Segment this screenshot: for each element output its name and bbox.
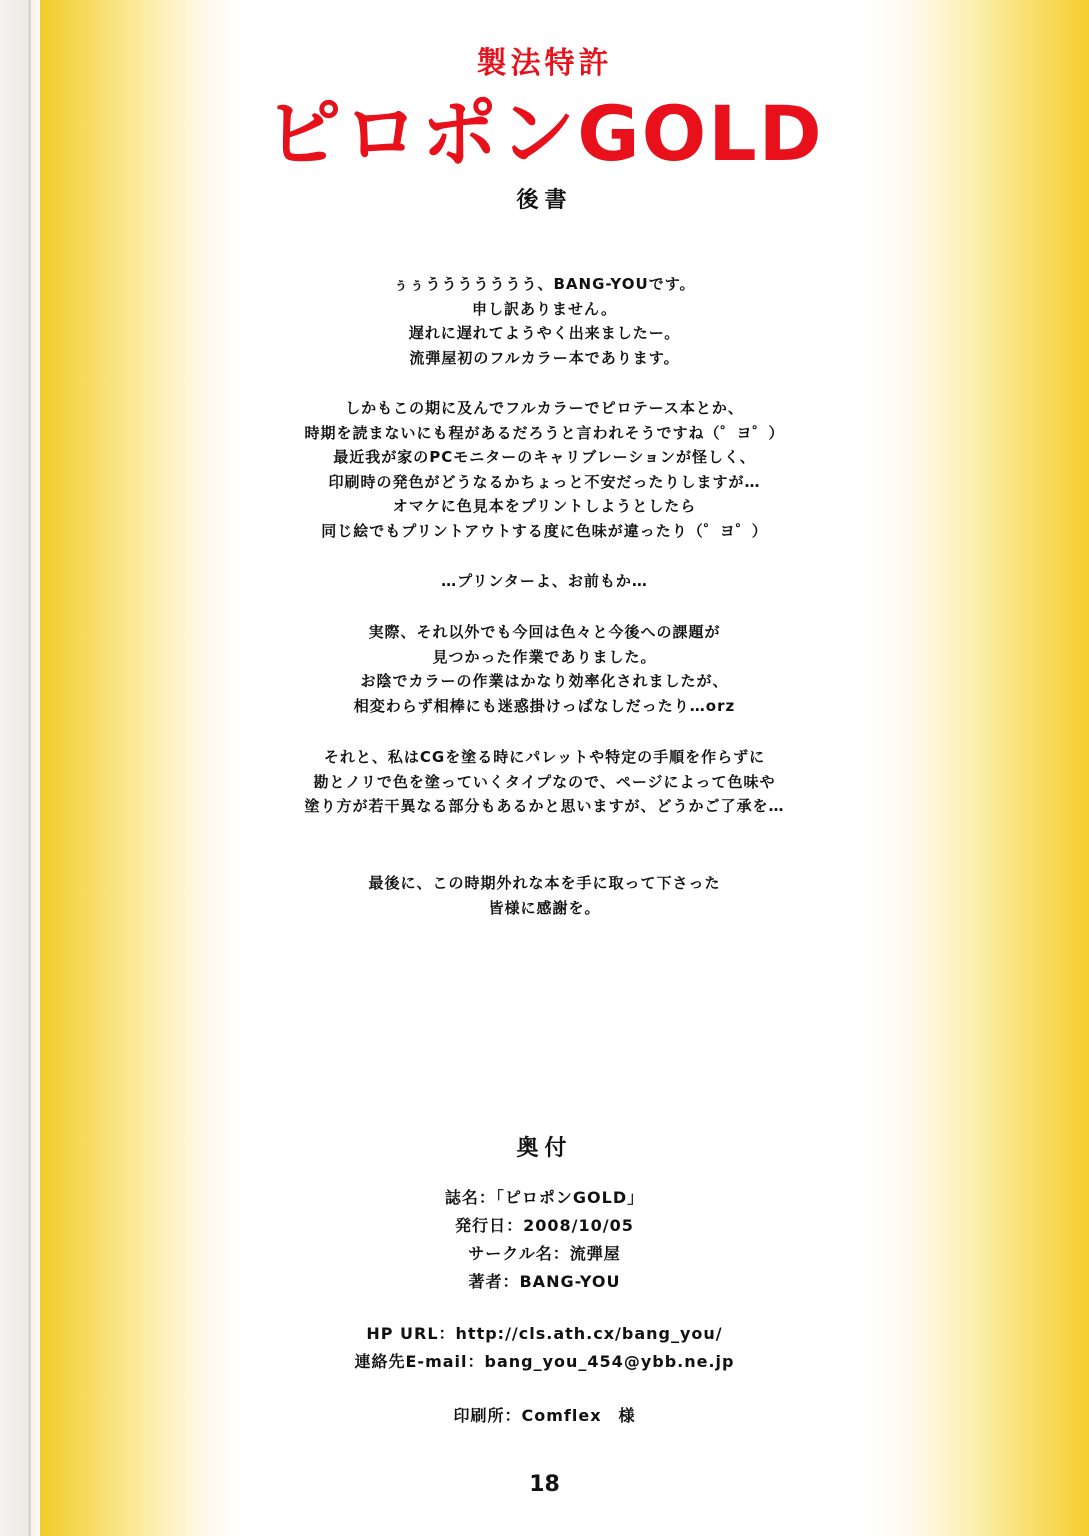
afterword-paragraph-3 xyxy=(0,569,1089,594)
logo-title: ピロポンGOLD xyxy=(265,89,824,178)
afterword-line: 印刷時の発色がどうなるかちょっと不安だったりしますが… xyxy=(328,472,761,491)
afterword-paragraph-2 xyxy=(0,396,1089,543)
colophon-date: 発行日：2008/10/05 xyxy=(455,1216,634,1235)
afterword-line: それと、私はCGを塗る時にパレットや特定の手順を作らずに xyxy=(323,748,766,766)
afterword-line: お陰でカラーの作業はかなり効率化されましたが、 xyxy=(360,672,729,690)
afterword-line: 相変わらず相棒にも迷惑掛けっぱなしだったり…orz xyxy=(353,696,736,715)
afterword-line: 最近我が家のPCモニターのキャリブレーションが怪しく、 xyxy=(333,448,756,466)
afterword-line: 流弾屋初のフルカラー本であります。 xyxy=(409,348,680,367)
colophon-block xyxy=(0,1184,1089,1296)
afterword-paragraph-6 xyxy=(0,871,1089,920)
logo-subtitle: 製法特許 xyxy=(476,46,613,81)
afterword-line: …プリンターよ、お前もか… xyxy=(441,572,648,590)
colophon-printer: 印刷所：Comflex 様 xyxy=(453,1406,636,1425)
afterword-line: 最後に、この時期外れな本を手に取って下さった xyxy=(368,874,721,892)
colophon-email: 連絡先E-mail：bang_you_454@ybb.ne.jp xyxy=(354,1352,735,1371)
colophon-title: 誌名：「ピロポンGOLD」 xyxy=(444,1188,645,1207)
afterword-line: 申し訳ありません。 xyxy=(472,299,617,318)
colophon-heading: 奥付 xyxy=(516,1136,573,1161)
afterword-line: ぅぅううううううう、BANG-YOUです。 xyxy=(393,275,696,293)
afterword-line: オマケに色見本をプリントしようとしたら xyxy=(392,497,697,515)
afterword-line: 同じ絵でもプリントアウトする度に色味が違ったり（゜ヨ゜） xyxy=(321,521,768,540)
afterword-paragraph-1 xyxy=(0,272,1089,370)
afterword-line: 勘とノリで色を塗っていくタイプなので、ページによって色味や xyxy=(313,772,776,791)
colophon-hp-url: HP URL：http://cls.ath.cx/bang_you/ xyxy=(366,1324,723,1343)
afterword-line: 見つかった作業でありました。 xyxy=(432,647,657,666)
page-number: 18 xyxy=(529,1472,560,1497)
colophon-author: 著者：BANG-YOU xyxy=(468,1272,621,1291)
afterword-line: 塗り方が若干異なる部分もあるかと思いますが、どうかご了承を… xyxy=(304,797,785,815)
afterword-paragraph-4 xyxy=(0,620,1089,718)
afterword-paragraph-5 xyxy=(0,745,1089,819)
afterword-heading: 後書 xyxy=(516,188,573,213)
afterword-line: 時期を読まないにも程があるだろうと言われそうですね（゜ヨ゜） xyxy=(304,423,785,442)
afterword-line: 遅れに遅れてようやく出来ましたー。 xyxy=(408,324,681,342)
afterword-line: 皆様に感謝を。 xyxy=(488,898,601,917)
afterword-line: しかもこの期に及んでフルカラーでピロテース本とか、 xyxy=(345,399,744,417)
afterword-line: 実際、それ以外でも今回は色々と今後への課題が xyxy=(368,623,721,641)
colophon-contact-block xyxy=(0,1320,1089,1376)
colophon-circle: サークル名：流弾屋 xyxy=(468,1244,621,1263)
